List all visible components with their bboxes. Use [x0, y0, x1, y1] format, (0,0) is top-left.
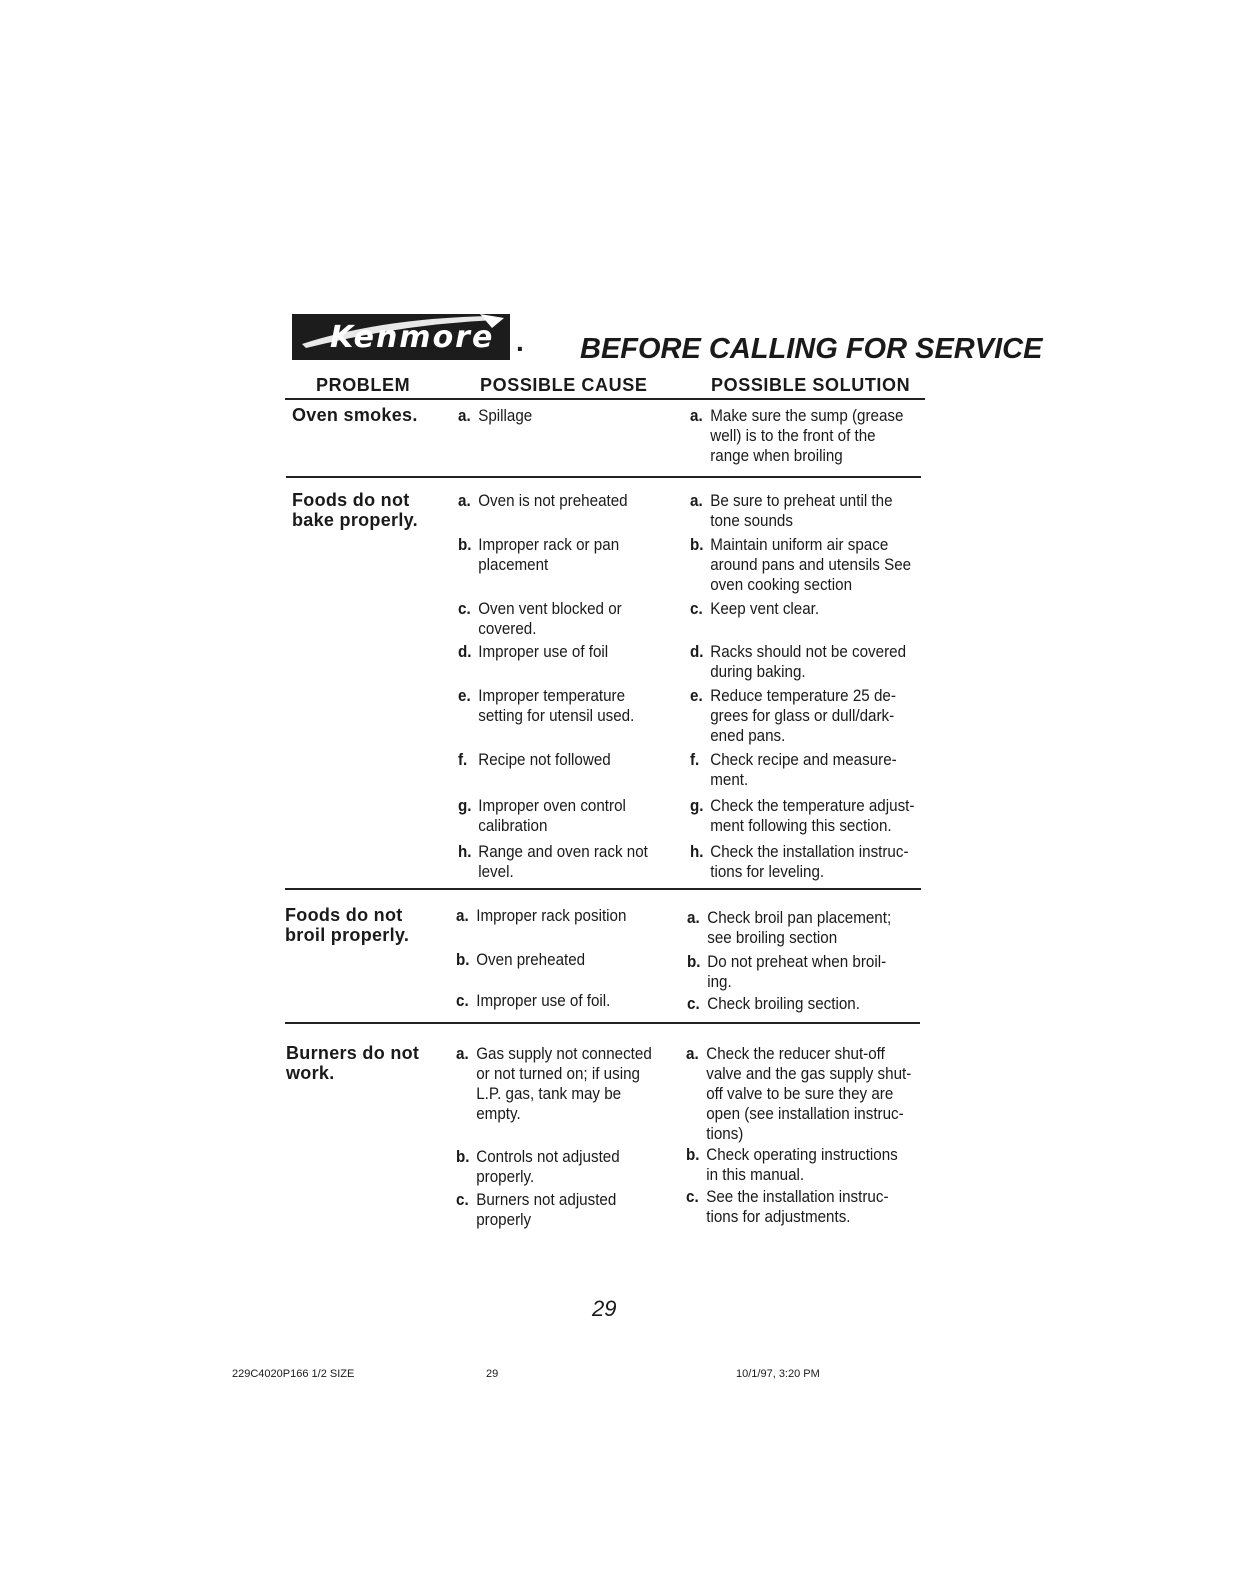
column-header-cause: POSSIBLE CAUSE — [480, 375, 648, 395]
problem-label: Burners do not work. — [286, 1043, 420, 1083]
solution-item: f. Check recipe and measure- ment. — [690, 751, 897, 789]
solution-item: c. Check broiling section. — [687, 995, 860, 1013]
solution-item: h. Check the installation instruc- tions for leveling. — [690, 843, 909, 881]
solution-item: e. Reduce temperature 25 de- grees for glass or dull/dark- ened pans. — [690, 687, 896, 745]
cause-item: f. Recipe not followed — [458, 751, 611, 769]
footer-page: 29 — [486, 1368, 499, 1380]
page-number: 29 — [592, 1296, 617, 1321]
section-divider — [285, 1022, 920, 1024]
solution-item: b. Maintain uniform air space around pans and utensils See oven cooking section — [690, 536, 912, 594]
cause-item: d. Improper use of foil — [458, 643, 609, 661]
section-divider — [286, 476, 921, 478]
solution-item: b. Check operating instructions in this manual. — [686, 1146, 898, 1184]
footer-datetime: 10/1/97, 3:20 PM — [736, 1368, 820, 1380]
logo-period: . — [516, 326, 524, 357]
solution-item: a. Make sure the sump (grease well) is to the front of the range when broiling — [690, 407, 904, 465]
cause-item: h. Range and oven rack not level. — [458, 843, 648, 881]
cause-item: a. Improper rack position — [456, 907, 627, 925]
section-divider — [285, 888, 921, 890]
cause-item: g. Improper oven control calibration — [458, 797, 626, 835]
solution-item: c. Keep vent clear. — [690, 600, 820, 618]
column-header-solution: POSSIBLE SOLUTION — [711, 375, 911, 395]
cause-item: b. Improper rack or pan placement — [458, 536, 620, 574]
cause-item: a. Spillage — [458, 407, 533, 425]
column-header-problem: PROBLEM — [316, 375, 411, 395]
solution-item: a. Check broil pan placement; see broiling section — [687, 909, 892, 947]
footer-file-label: 229C4020P166 1/2 SIZE — [232, 1368, 355, 1380]
cause-item: b. Oven preheated — [456, 951, 586, 969]
solution-item: g. Check the temperature adjust- ment following this section. — [690, 797, 915, 835]
header-divider — [285, 398, 925, 400]
kenmore-logo — [292, 314, 510, 360]
logo-text: Kenmore — [330, 320, 495, 355]
cause-item: c. Burners not adjusted properly — [456, 1191, 617, 1229]
page-title: BEFORE CALLING FOR SERVICE — [580, 333, 1043, 365]
cause-item: a. Gas supply not connected or not turned on; if using L.P. gas, tank may be empty. — [456, 1045, 652, 1123]
solution-item: a. Be sure to preheat until the tone sounds — [690, 492, 893, 530]
solution-item: b. Do not preheat when broil- ing. — [687, 953, 887, 991]
cause-item: c. Improper use of foil. — [456, 992, 611, 1010]
problem-label: Oven smokes. — [292, 405, 418, 425]
cause-item: b. Controls not adjusted properly. — [456, 1148, 620, 1186]
problem-label: Foods do not broil properly. — [285, 905, 410, 945]
cause-item: e. Improper temperature setting for utensil used. — [458, 687, 635, 725]
solution-item: d. Racks should not be covered during baking. — [690, 643, 907, 681]
cause-item: a. Oven is not preheated — [458, 492, 628, 510]
cause-item: c. Oven vent blocked or covered. — [458, 600, 622, 638]
solution-item: c. See the installation instruc- tions for adjustments. — [686, 1188, 889, 1226]
problem-label: Foods do not bake properly. — [292, 490, 418, 530]
solution-item: a. Check the reducer shut-off valve and the gas supply shut- off valve to be sure they are open (see installation instruc- tions) — [686, 1045, 912, 1143]
